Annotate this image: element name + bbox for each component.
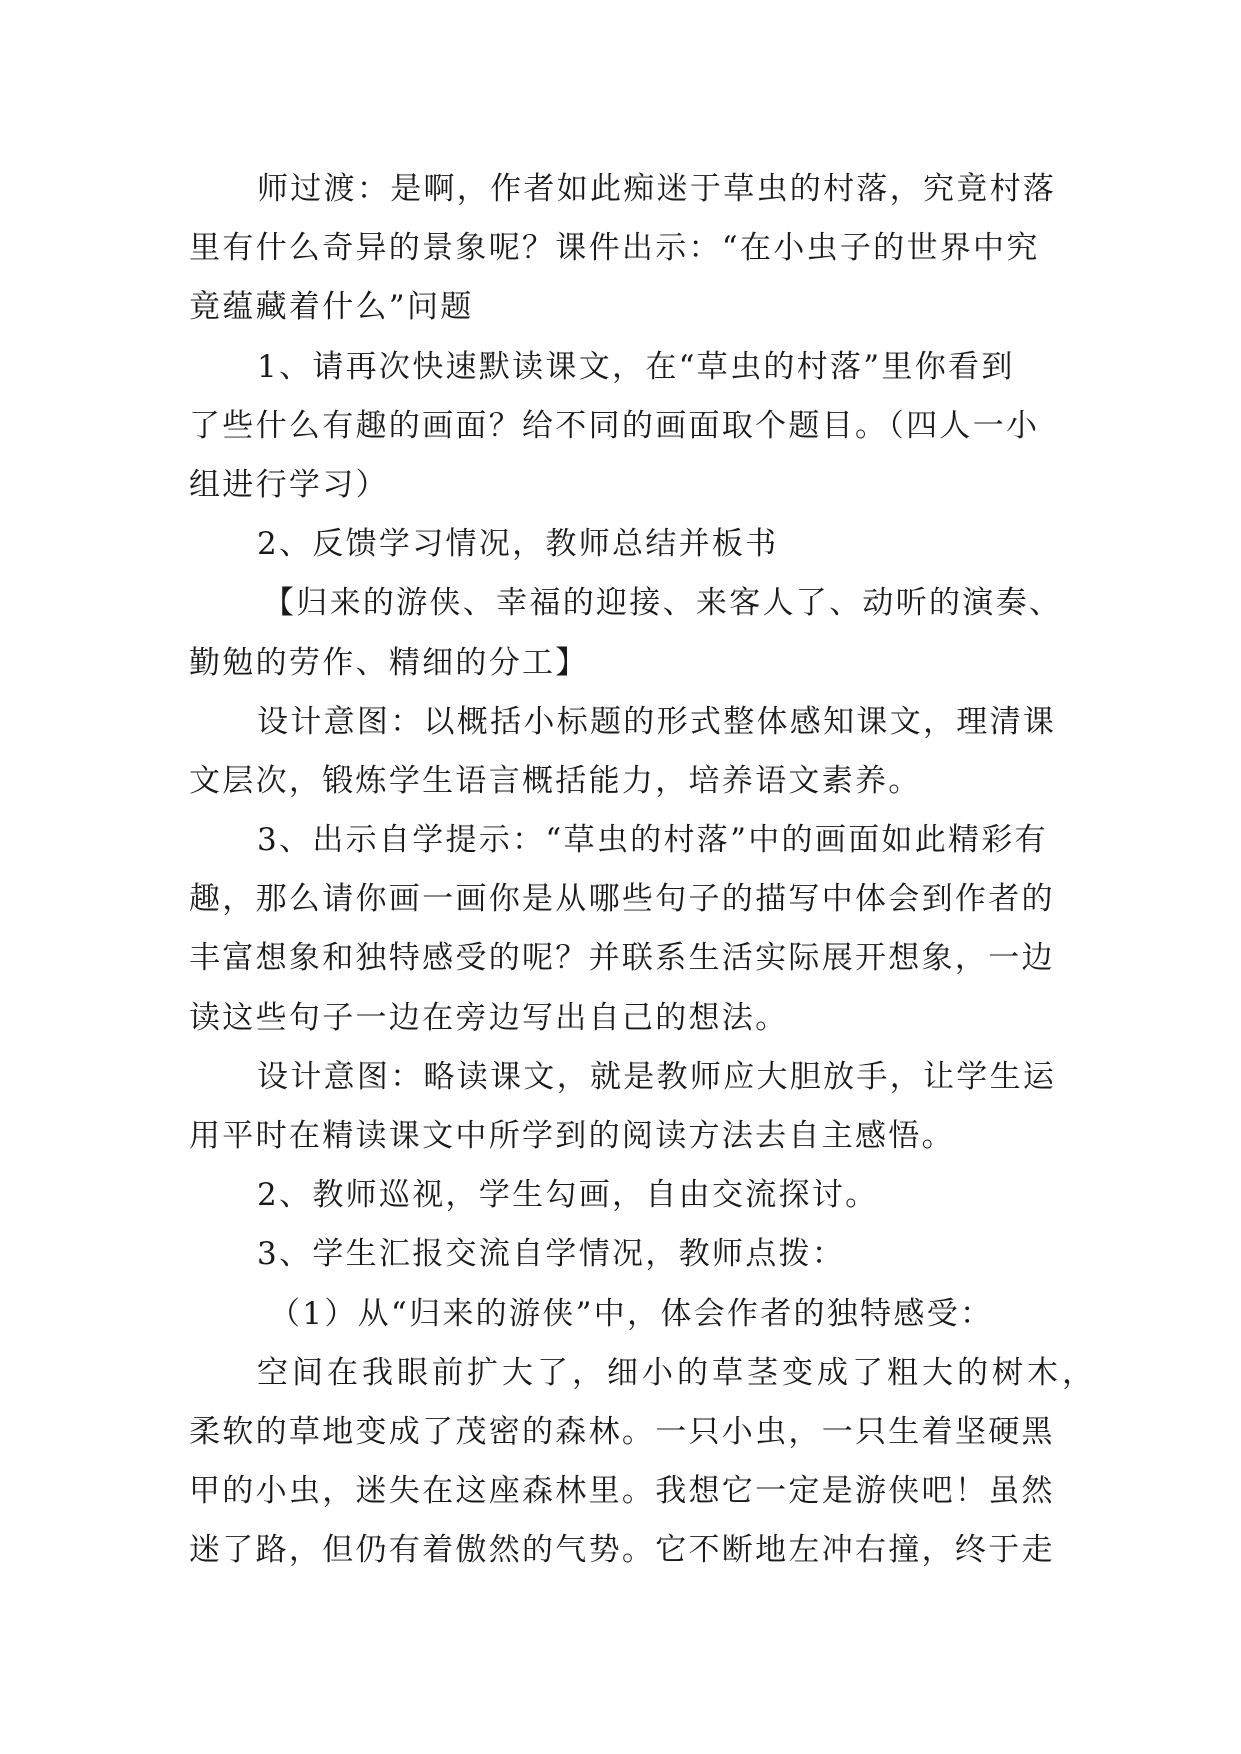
board-notes-line-1: 【归来的游侠、幸福的迎接、来客人了、动听的演奏、 (263, 585, 1063, 622)
quote-line-2: 柔软的草地变成了茂密的森林。一只小虫，一只生着坚硬黑 (189, 1413, 1055, 1450)
design-intent-2-line-2: 用平时在精读课文中所学到的阅读方法去自主感悟。 (189, 1118, 955, 1154)
step-3-line-4: 读这些句子一边在旁边写出自己的想法。 (189, 999, 789, 1036)
quote-line-3: 甲的小虫，迷失在这座森林里。我想它一定是游侠吧！虽然 (189, 1473, 1055, 1510)
step-3-line-1: 3、出示自学提示：“草虫的村落”中的画面如此精彩有 (257, 822, 1048, 859)
step-3-line-2: 趣，那么请你画一画你是从哪些句子的描写中体会到作者的 (189, 881, 1055, 918)
design-intent-1-line-1: 设计意图：以概括小标题的形式整体感知课文，理清课 (257, 703, 1057, 740)
step-1-line-1: 1、请再次快速默读课文，在“草虫的村落”里你看到 (257, 348, 1015, 385)
step-2-line: 2、反馈学习情况，教师总结并板书 (257, 526, 779, 563)
step-3b-line: 3、学生汇报交流自学情况，教师点拨： (257, 1236, 846, 1273)
design-intent-1-line-2: 文层次，锻炼学生语言概括能力，培养语文素养。 (189, 762, 922, 799)
document-body (189, 160, 1097, 1581)
board-notes-line-2: 勤勉的劳作、精细的分工】 (189, 644, 589, 681)
step-1-line-3: 组进行学习） (189, 466, 389, 503)
quote-line-1: 空间在我眼前扩大了，细小的草茎变成了粗大的树木， (257, 1354, 1097, 1391)
step-1-line-2: 了些什么有趣的画面？给不同的画面取个题目。（四人一小 (189, 407, 1040, 444)
subpoint-1-line: （1）从“归来的游侠”中，体会作者的独特感受： (269, 1295, 994, 1332)
design-intent-2-line-1: 设计意图：略读课文，就是教师应大胆放手，让学生运 (257, 1058, 1057, 1095)
paragraph-transition-line-1: 师过渡：是啊，作者如此痴迷于草虫的村落，究竟村落 (257, 171, 1057, 207)
step-3-line-3: 丰富想象和独特感受的呢？并联系生活实际展开想象，一边 (189, 940, 1055, 977)
paragraph-transition-line-2: 里有什么奇异的景象呢？课件出示：“在小虫子的世界中究 (189, 230, 1040, 267)
quote-line-4: 迷了路，但仍有着傲然的气势。它不断地左冲右撞，终于走 (189, 1532, 1055, 1569)
step-2b-line: 2、教师巡视，学生勾画，自由交流探讨。 (257, 1177, 879, 1214)
paragraph-transition-line-3: 竟蕴藏着什么”问题 (189, 289, 474, 326)
